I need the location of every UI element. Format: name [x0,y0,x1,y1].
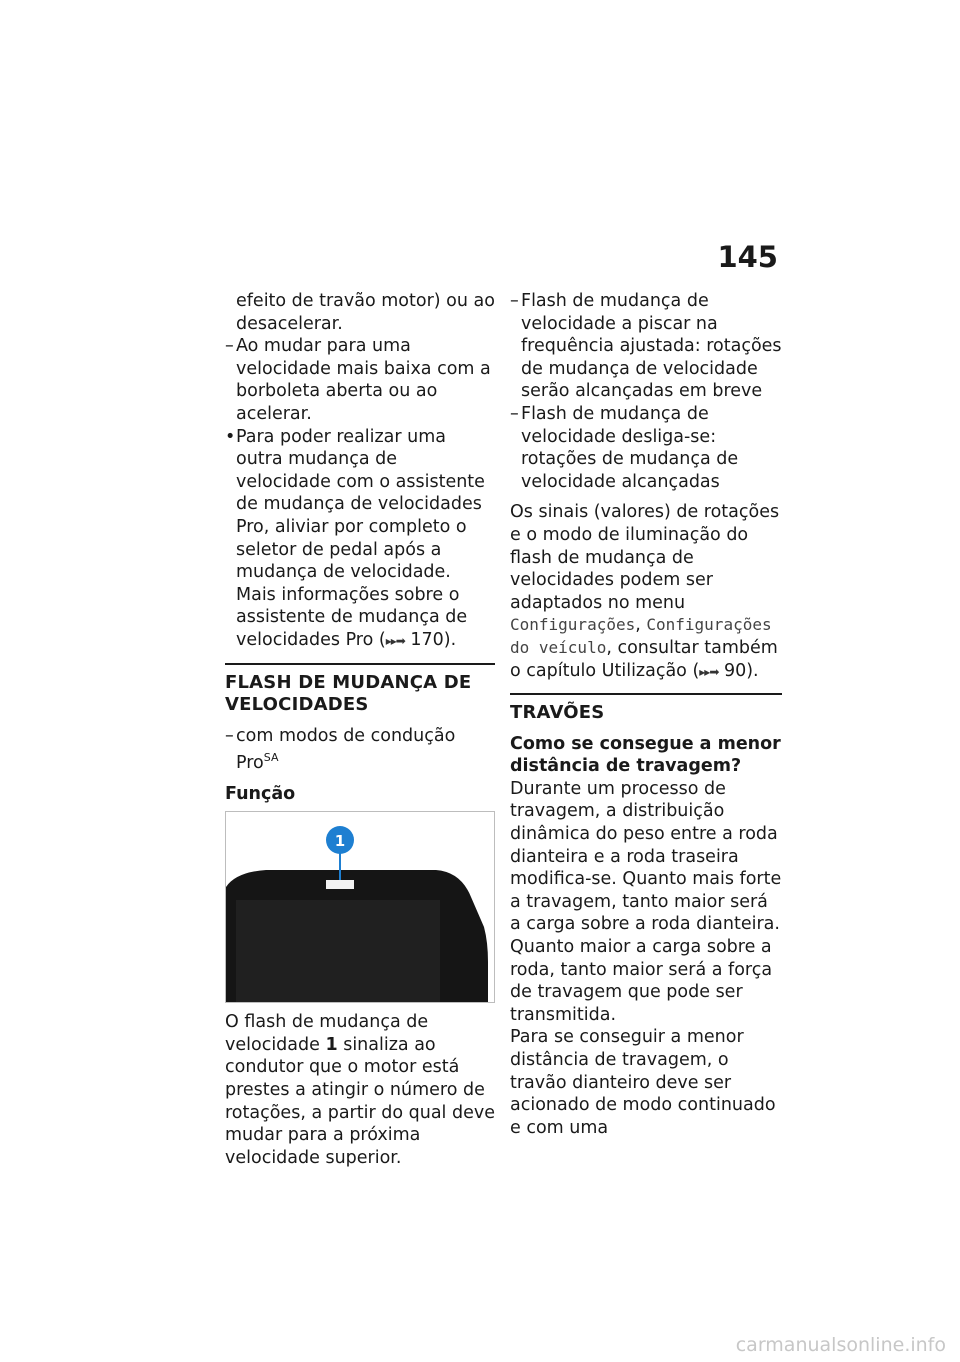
right-column [510,290,782,1139]
dash-mark: – [510,403,519,424]
optional-equipment-sup: SA [263,751,279,765]
page-ref-arrow-icon: ▸▸➡ [385,633,405,648]
page-ref[interactable]: 170). [404,629,457,650]
section-divider [225,663,495,665]
section-title-brakes: TRAVÕES [510,702,605,724]
section-divider [510,693,782,695]
body-paragraph: Durante um processo de travagem, a distribuição dinâmica do peso entre a roda dianteira e a roda traseira modifica-se. Quanto mais forte a travagem, tanto maior será a carga sobre a roda dianteira. Quanto maior a carga sobre a roda, tanto maior será a força de travagem que pode ser transmitida. [510,778,782,1025]
dashboard-display-illustration [226,812,494,1002]
shift-light-icon [326,880,354,889]
subheading-braking-distance: Como se consegue a menor distância de travagem? [510,733,781,777]
bullet-text: Para poder realizar uma outra mudança de velocidade com o assistente de mudança de velocidades Pro, aliviar por completo o seletor de pedal após a mudança de velocidade. Mais informações sobre o assistente de mudança de velocidades Pro ( [236,426,485,650]
page-ref-arrow-icon: ▸▸➡ [699,664,719,679]
continued-paragraph: efeito de travão motor) ou ao desacelerar. [236,291,495,334]
dash-item-text: com modos de condução Pro [236,725,456,774]
subheading-funcao: Função [225,783,296,804]
dash-mark: – [225,336,234,357]
callout-number: 1 [334,832,346,851]
dash-item-text: Flash de mudança de velocidade a piscar na frequência ajustada: rotações de mudança de velocidade serão alcançadas em breve [521,291,782,402]
dash-item [225,335,495,425]
page-number: 145 [717,240,778,274]
instrument-display-figure [225,811,495,1003]
menu-path-configuracoes: Configurações [510,615,636,635]
bullet-item [225,426,495,653]
dash-item [510,290,782,403]
dash-mark: – [225,725,234,746]
figure-caption: O flash de mudança de velocidade 1 sinaliza ao condutor que o motor está prestes a atingir o número de rotações, a partir do qual deve mudar para a próxima velocidade superior. [225,1012,495,1168]
menu-path-configuracoes-veiculo: Configurações do veículo [510,615,772,657]
section-title-shift-flash: FLASH DE MUDANÇA DE VELOCIDADES [225,671,472,716]
dash-mark: – [510,291,519,311]
dash-item [510,403,782,493]
page-ref[interactable]: 90). [718,660,759,681]
dash-item [225,725,495,775]
body-paragraph: Para se conseguir a menor distância de travagem, o travão dianteiro deve ser acionado de modo continuado e com uma [510,1027,776,1138]
dash-item-text: Ao mudar para uma velocidade mais baixa com a borboleta aberta ou ao acelerar. [236,336,491,424]
watermark: carmanualsonline.info [735,1334,946,1356]
left-column [225,290,495,1169]
callout-ref: 1 [325,1034,338,1055]
dash-item-text: Flash de mudança de velocidade desliga-se: rotações de mudança de velocidade alcançadas [521,403,739,492]
settings-paragraph: Os sinais (valores) de rotações e o modo de iluminação do flash de mudança de velocidades podem ser adaptados no menu Configurações, Configurações do veículo, consultar também o capítulo Utilização (▸▸➡ 90). [510,502,780,681]
bullet-mark: • [225,426,236,447]
